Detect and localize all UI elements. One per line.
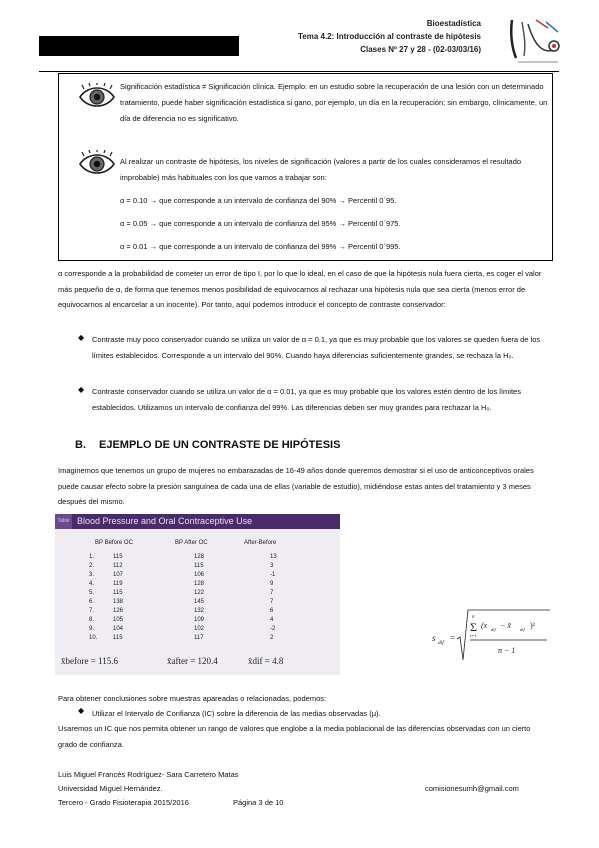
- section-title: EJEMPLO DE UN CONTRASTE DE HIPÓTESIS: [99, 439, 341, 451]
- formula-lhs-sub: dif: [438, 640, 444, 646]
- table-cell: 112: [113, 563, 123, 569]
- formula-denominator: n − 1: [498, 646, 516, 655]
- table-column-header: BP Before OC: [95, 540, 133, 546]
- table-row-number: 10.: [89, 635, 98, 641]
- table-cell: 2: [270, 635, 274, 641]
- table-row-number: 7.: [89, 608, 95, 614]
- table-cell: 104: [113, 626, 124, 632]
- table-cell: 115: [113, 590, 123, 596]
- mean-difference: x̄dif = 4.8: [248, 656, 284, 666]
- table-column-header: After-Before: [244, 540, 277, 546]
- section-heading: [75, 439, 340, 451]
- table-cell: 128: [194, 581, 205, 587]
- table-row-number: 3.: [89, 572, 95, 578]
- footer-authors: Luis Miguel Francés Rodríguez- Sara Carretero Matas: [58, 770, 239, 779]
- table-title: Blood Pressure and Oral Contraceptive Use: [77, 516, 253, 526]
- footer-page-number: Página 3 de 10: [233, 798, 284, 807]
- table-cell: 132: [194, 608, 205, 614]
- formula-minus: − x̄: [500, 621, 511, 630]
- table-cell: 4: [270, 617, 274, 623]
- table-row-number: 9.: [89, 626, 95, 632]
- alpha-level-item: α = 0.10 → que corresponde a un intervalo de confianza del 90% → Percentil 0´95.: [120, 196, 397, 205]
- table-cell: 7: [270, 590, 274, 596]
- header-topic: Tema 4.2: Introducción al contraste de hipótesis: [297, 32, 481, 41]
- table-cell: 115: [113, 635, 123, 641]
- bullet-diamond-icon: ◆: [78, 706, 85, 715]
- table-row-number: 6.: [89, 599, 95, 605]
- table-cell: 102: [194, 626, 205, 632]
- table-cell: 9: [270, 581, 274, 587]
- footer-university: Universidad Miguel Hernández.: [58, 784, 163, 793]
- table-cell: 109: [194, 617, 205, 623]
- alpha-intro: Al realizar un contraste de hipótesis, los niveles de significación (valores a partir de los cuales consideramos el resultado improbable) más habituales con los que vamos a trabajar son:: [120, 157, 522, 182]
- table-cell: 105: [113, 617, 124, 623]
- header-redacted-bar: [39, 36, 239, 56]
- table-cell: 128: [194, 554, 205, 560]
- bullet-confidence-interval: Utilizar el Intervalo de Confianza (IC) sobre la diferencia de las medias observadas (μ).: [92, 709, 381, 718]
- table-cell: 6: [270, 608, 274, 614]
- formula-close: )²: [530, 621, 536, 630]
- table-cell: 106: [194, 572, 205, 578]
- formula-term: (x: [481, 621, 488, 630]
- svg-text:=: =: [450, 633, 456, 643]
- table-cell: -2: [270, 626, 276, 632]
- bullet-non-conservative: Contraste muy poco conservador cuando se utiliza un valor de α = 0.1, ya que es muy probable que los valores se queden fuera de los límites establecidos. Corresponde a un intervalo del 90%. Cuando haya diferencias suficientemente grandes, se rechaza la H₀.: [92, 335, 541, 360]
- header-subject: Bioestadística: [426, 19, 481, 28]
- blood-pressure-table: [55, 514, 340, 675]
- table-cell: 115: [113, 554, 123, 560]
- table-cell: 119: [113, 581, 123, 587]
- table-column-header: BP After OC: [175, 540, 208, 546]
- table-cell: -1: [270, 572, 276, 578]
- mean-before: x̄before = 115.6: [61, 656, 118, 666]
- table-cell: 138: [113, 599, 124, 605]
- table-row-number: 4.: [89, 581, 95, 587]
- header-title-block: [298, 17, 481, 56]
- formula-sum-top: n: [472, 615, 475, 620]
- header-divider: [39, 71, 559, 72]
- formula-term-sub: dif: [491, 627, 496, 632]
- conclusion-paragraph: Para obtener conclusiones sobre muestras apareadas o relacionadas, podemos:: [58, 694, 327, 703]
- example-paragraph: Imaginemos que tenemos un grupo de mujeres no embarazadas de 16-49 años donde queremos demostrar si el uso de anticonceptivos orales puede causar efecto sobre la presión sanguínea de cada una de ellas (variable de estudio), midiéndose estas antes del tratamiento y 3 meses después del mismo.: [58, 466, 534, 506]
- alpha-level-item: α = 0.05 → que corresponde a un intervalo de confianza del 95% → Percentil 0´975.: [120, 219, 401, 228]
- table-cell: 126: [113, 608, 124, 614]
- table-row-number: 2.: [89, 563, 95, 569]
- significance-note: Significación estadística ≠ Significación clínica. Ejemplo: en un estudio sobre la recuperación de una lesión con un determinado tratamiento, puede haber significación estadística si gano, por ejemplo, un día en la recuperación; sin embargo, clínicamente, un día de diferencia no es significativo.: [120, 82, 548, 123]
- table-row-number: 1.: [89, 554, 95, 560]
- section-letter: B.: [75, 439, 86, 451]
- table-cell: 7: [270, 599, 274, 605]
- std-deviation-formula: [430, 608, 552, 666]
- eye-icon: [78, 150, 116, 178]
- alpha-level-item: α = 0.01 → que corresponde a un intervalo de confianza del 99% → Percentil 0´995.: [120, 242, 401, 251]
- header-sessions: Clases Nº 27 y 28 - (02-03/03/16): [360, 45, 481, 54]
- table-cell: 122: [194, 590, 205, 596]
- stethoscope-logo-icon: [508, 14, 564, 66]
- table-cell: 107: [113, 572, 124, 578]
- table-tag: Table: [55, 514, 72, 529]
- ic-paragraph: Usaremos un IC que nos permita obtener un rango de valores que englobe a la media poblacional de las diferencias observadas con un cierto grado de confianza.: [58, 724, 531, 749]
- formula-minus-sub: dif: [520, 627, 525, 632]
- table-cell: 13: [270, 554, 277, 560]
- table-row-number: 5.: [89, 590, 95, 596]
- table-cell: 3: [270, 563, 274, 569]
- table-header-bar: [55, 514, 340, 529]
- formula-sum-bottom: i=1: [470, 633, 477, 638]
- table-row-number: 8.: [89, 617, 95, 623]
- formula-lhs: s: [432, 633, 436, 643]
- bullet-diamond-icon: ◆: [78, 385, 85, 394]
- table-cell: 117: [194, 635, 204, 641]
- footer-email: comisionesumh@gmail.com: [425, 784, 519, 793]
- table-cell: 145: [194, 599, 205, 605]
- bullet-diamond-icon: ◆: [78, 333, 85, 342]
- svg-text:Σ: Σ: [470, 620, 477, 634]
- footer-course: Tercero - Grado Fisioterapia 2015/2016: [58, 798, 189, 807]
- table-cell: 115: [194, 563, 204, 569]
- bullet-conservative: Contraste conservador cuando se utiliza un valor de α = 0.01, ya que es muy probable que los valores estén dentro de los límites establecidos. Utilizamos un intervalo de confianza del 99%. Las diferencias deben ser muy grandes para rechazar la H₀.: [92, 387, 521, 412]
- mean-after: x̄after = 120.4: [167, 656, 218, 666]
- alpha-paragraph: α corresponde a la probabilidad de cometer un error de tipo I, por lo que lo ideal, en el caso de que la hipótesis nula fuera cierta, es coger el valor más pequeño de α, de forma que tenemos menos posibilidad de equivocarnos al rechazar una hipótesis nula que sea cierta (menos error de equivocarnos al encarcelar a un inocente). Por tanto, aquí podemos introducir el concepto de contraste conservador:: [58, 269, 542, 309]
- eye-icon: [78, 83, 116, 111]
